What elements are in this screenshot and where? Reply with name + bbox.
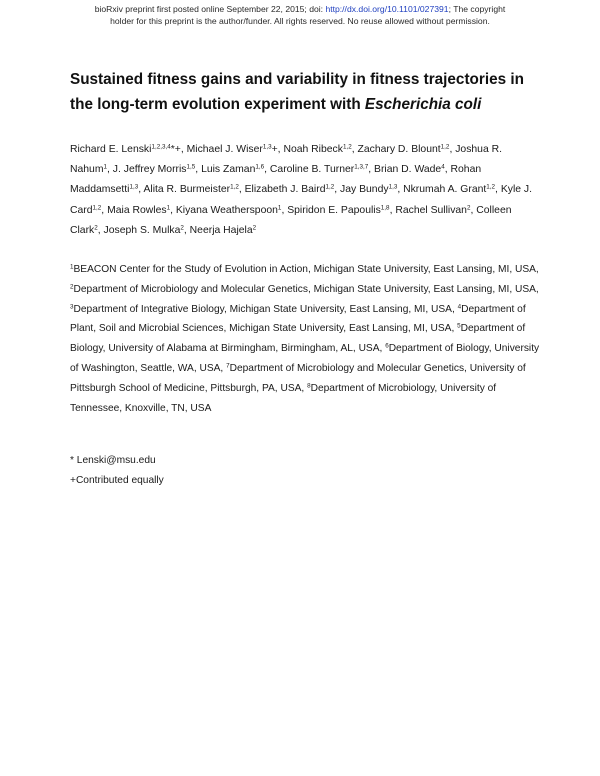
author (113, 164, 195, 175)
affiliation-text: Department of Microbiology and Molecular Genetics, Michigan State University, East Lansing, MI, USA, (73, 283, 539, 295)
author-affiliation-number: 1 (166, 204, 171, 212)
author (187, 144, 278, 155)
author-affiliation-number: 1 (277, 204, 282, 212)
author-affiliation-number: 1,8 (380, 204, 390, 212)
author (358, 144, 450, 155)
affiliation-number: 7 (226, 362, 230, 370)
header-line-2: holder for this preprint is the author/funder. All rights reserved. No reuse allowed without permission. (110, 15, 490, 26)
header-line-1 (0, 4, 600, 16)
affiliation-text: Department of Microbiology and Molecular Genetics, University of Pittsburgh School of Medicine, Pittsburgh, PA, USA, (70, 362, 526, 394)
author-name: Nkrumah A. Grant (403, 184, 487, 196)
affiliation-number: 2 (70, 283, 74, 291)
author-affiliation-number: 2 (466, 204, 471, 212)
author-affiliation-number: 2 (252, 224, 257, 232)
author (340, 184, 397, 195)
author-affiliation-number: 1 (103, 163, 108, 171)
header-suffix: ; The copyright (448, 4, 506, 14)
author-affiliation-number: 1,6 (255, 163, 265, 171)
author (287, 205, 389, 216)
author-affiliation-number: 1,2 (230, 183, 239, 191)
author-name: Rohan Maddamsetti (70, 164, 482, 196)
affiliation-text: Department of Integrative Biology, Michigan State University, East Lansing, MI, USA, (73, 303, 458, 315)
author (104, 225, 184, 236)
author-affiliation-number: 1,3,7 (354, 163, 369, 171)
paper-title (70, 68, 550, 117)
author-name: Michael J. Wiser (186, 144, 263, 155)
affiliation-number: 8 (307, 382, 311, 390)
affiliation-number: 3 (70, 303, 74, 311)
author-affiliation-number: 1,2 (486, 183, 496, 191)
author (70, 144, 181, 155)
author-affiliation-number: 1,2 (342, 143, 352, 151)
author-name: Noah Ribeck (283, 144, 343, 155)
author-name: Elizabeth J. Baird (244, 184, 326, 196)
affiliation (70, 264, 539, 275)
author-affiliation-number: 1,5 (186, 163, 196, 171)
author-name: Richard E. Lenski (70, 144, 152, 155)
author-mark: *+ (170, 144, 181, 155)
author-affiliation-number: 4 (441, 163, 445, 171)
contact-block (70, 451, 164, 491)
author-name: Joshua R. Nahum (70, 144, 503, 176)
affiliation-list (70, 260, 540, 418)
author-affiliation-number: 1,3 (129, 183, 139, 191)
header-prefix: bioRxiv preprint first posted online September 22, 2015; doi: (94, 4, 326, 14)
affiliation-number: 1 (70, 263, 74, 271)
author (403, 184, 495, 195)
author-affiliation-number: 1,3 (262, 143, 272, 151)
author (190, 225, 256, 236)
affiliation-number: 5 (457, 322, 461, 330)
author-name: Caroline B. Turner (269, 164, 355, 176)
author-name: Alita R. Burmeister (143, 184, 231, 196)
author (107, 205, 170, 216)
author-list: Richard E. Lenski$^{1,2,3,4}$*+, Michael J. Wiser$^{1,3}$+, Noah Ribeck$^{1,2}$, Zachary D. Blount$^{1,2}$, Joshua R. Nahum$^1$, J. Jeffrey Morris$^{1,5}$, Luis Zaman$^{1,6}$, Caroline B. Turner$^{1,3,7}$, Brian D. Wade$^4$, Rohan Maddamsetti$^{1,3}$, Alita R. Burmeister$^{1,2}$, Elizabeth J. Baird$^{1,2}$, Jay Bundy$^{1,3}$, Nkrumah A. Grant$^{1,2}$, Kyle J. Card$^{1,2}$, Maia Rowles$^1$, Kiyana Weatherspoon$^1$, Spiridon E. Papoulis$^{1,8}$, Rachel Sullivan$^2$, Colleen Clark$^2$, Joseph S. Mulka$^2$, Neerja Hajela$^2$ (70, 143, 532, 236)
author (176, 205, 282, 216)
author-name: Colleen Clark (70, 204, 512, 236)
author-name: Brian D. Wade (374, 164, 442, 176)
affiliation-text: Department of Microbiology, University of Tennessee, Knoxville, TN, USA (70, 382, 497, 414)
author (201, 164, 264, 175)
doi-link[interactable]: http://dx.doi.org/10.1101/027391 (325, 4, 449, 14)
affiliation-text: Department of Plant, Soil and Microbial Sciences, Michigan State University, East Lansing, MI, USA, (70, 303, 526, 335)
preprint-header (0, 4, 600, 27)
author-name: Luis Zaman (201, 164, 256, 176)
author-name: Spiridon E. Papoulis (287, 204, 381, 216)
author-name: Zachary D. Blount (357, 144, 441, 155)
author-affiliation-number: 1,2 (325, 183, 335, 191)
affiliation-number: 4 (457, 303, 462, 311)
author-name: J. Jeffrey Morris (112, 164, 187, 176)
affiliation (70, 284, 539, 295)
title-main: Sustained fitness gains and variability in fitness trajectories in the long-term evolution experiment with (70, 71, 524, 113)
affiliation-text: Department of Biology, University of Alabama at Birmingham, Birmingham, AL, USA, (70, 323, 526, 355)
affiliation (70, 304, 458, 315)
corresponding-email[interactable]: * Lenski@msu.edu (70, 455, 156, 466)
author-affiliation-number: 2 (180, 224, 184, 232)
author-affiliation-number: 1,2,3,4 (151, 143, 171, 151)
author-name: Kyle J. Card (70, 184, 532, 216)
author-name: Neerja Hajela (189, 224, 253, 236)
author (245, 184, 335, 195)
author-mark: + (271, 144, 278, 155)
author-name: Rachel Sullivan (395, 204, 467, 216)
author-affiliation-number: 1,2 (440, 143, 450, 151)
affiliation-number: 6 (385, 342, 389, 350)
author (283, 144, 351, 155)
equal-contribution-note: +Contributed equally (70, 474, 164, 486)
author-name: Kiyana Weatherspoon (175, 204, 278, 216)
author-affiliation-number: 1,3 (388, 183, 398, 191)
author (374, 164, 445, 175)
author-affiliation-number: 2 (94, 224, 98, 232)
author-name: Jay Bundy (340, 184, 389, 196)
author-name: Maia Rowles (107, 204, 167, 216)
author (270, 164, 368, 175)
affiliation-text: Department of Biology, University of Washington, Seattle, WA, USA, (70, 343, 540, 374)
author (143, 184, 238, 195)
author-name: Joseph S. Mulka (103, 224, 181, 236)
author-affiliation-number: 1,2 (92, 204, 102, 212)
affiliation-text: BEACON Center for the Study of Evolution in Action, Michigan State University, East Lansing, MI, USA, (73, 264, 539, 275)
title-species: Escherichia coli (364, 95, 482, 113)
author (395, 205, 470, 216)
